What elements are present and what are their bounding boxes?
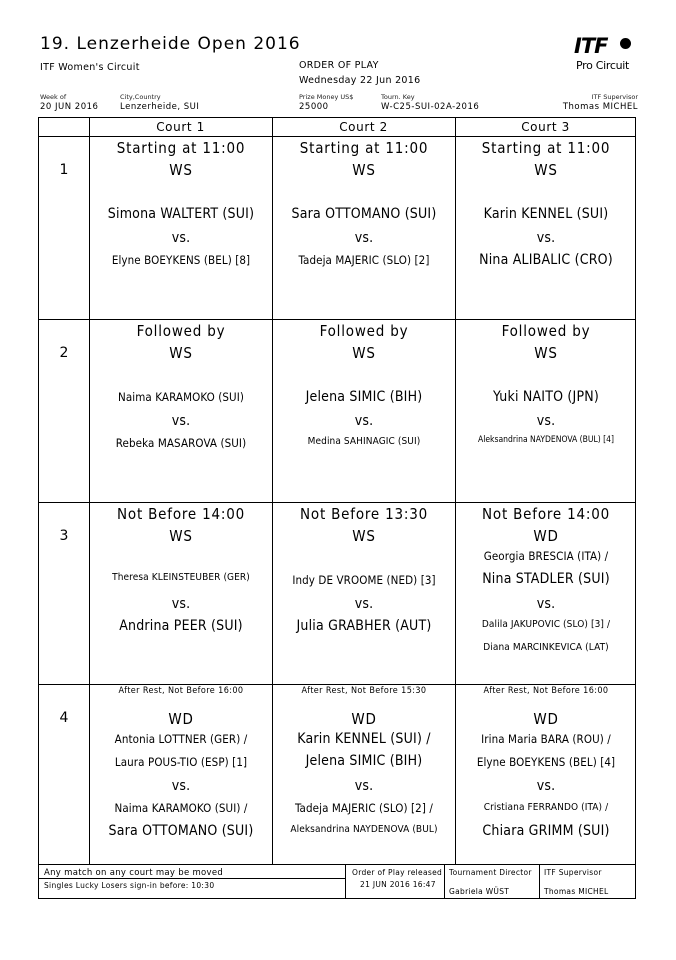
logo-pro-circuit-text: Pro Circuit — [576, 59, 630, 72]
itf-pro-circuit-logo — [572, 34, 642, 78]
player-1: Karin KENNEL (SUI) — [483, 206, 609, 222]
row-number: 4 — [59, 710, 69, 726]
team-2-player-b: Aleksandrina NAYDENOVA (BUL) — [290, 824, 438, 835]
player-2: Julia GRABHER (AUT) — [296, 618, 432, 634]
player-2: Nina ALIBALIC (CRO) — [479, 252, 613, 268]
event-type: WD — [351, 710, 377, 728]
footer-table — [38, 865, 636, 899]
match-cell — [456, 137, 636, 319]
event-type: WD — [533, 527, 559, 545]
team-2-player-a: Tadeja MAJERIC (SLO) [2] / — [295, 801, 433, 815]
team-1-player-b: Laura POUS-TIO (ESP) [1] — [114, 755, 248, 769]
prize-value: 25000 — [299, 102, 329, 112]
match-cell — [273, 503, 455, 684]
player-1: Naima KARAMOKO (SUI) — [117, 390, 245, 404]
match-cell — [273, 685, 455, 865]
event-type: WS — [534, 161, 558, 179]
itf-supervisor-label: ITF Supervisor — [544, 868, 602, 877]
match-cell — [273, 320, 455, 502]
match-cell — [90, 320, 272, 502]
match-cell — [90, 137, 272, 319]
event-type: WD — [168, 710, 194, 728]
match-cell — [456, 685, 636, 865]
versus: vs. — [354, 596, 374, 612]
start-time: Followed by — [136, 322, 226, 340]
team-1-player-a: Georgia BRESCIA (ITA) / — [483, 549, 609, 563]
order-of-play-grid — [38, 117, 636, 865]
itf-supervisor-cell — [539, 865, 636, 899]
match-cell — [456, 503, 636, 684]
court-1-header: Court 1 — [156, 120, 205, 134]
circuit-name: ITF Women's Circuit — [40, 62, 140, 73]
start-time: Starting at 11:00 — [299, 139, 429, 157]
courts-moved-note: Any match on any court may be moved — [44, 868, 224, 878]
event-type: WS — [352, 527, 376, 545]
player-2: Medina SAHINAGIC (SUI) — [307, 436, 421, 447]
team-1-player-a: Irina Maria BARA (ROU) / — [481, 732, 611, 746]
order-of-play-heading: ORDER OF PLAY — [299, 60, 379, 71]
versus: vs. — [171, 778, 191, 794]
team-2-player-b: Sara OTTOMANO (SUI) — [108, 823, 254, 839]
team-2-player-b: Diana MARCINKEVICA (LAT) — [483, 642, 609, 653]
start-time: Not Before 14:00 — [117, 505, 245, 523]
versus: vs. — [354, 778, 374, 794]
prize-label: Prize Money US$ — [299, 93, 354, 101]
versus: vs. — [536, 596, 556, 612]
schedule-note: After Rest, Not Before 15:30 — [301, 686, 427, 696]
player-2: Elyne BOEYKENS (BEL) [8] — [111, 253, 251, 267]
team-1-player-b: Jelena SIMIC (BIH) — [305, 753, 423, 769]
tourn-key-value: W-C25-SUI-02A-2016 — [381, 102, 480, 112]
match-cell — [90, 685, 272, 865]
event-type: WS — [534, 344, 558, 362]
team-2-player-a: Dalila JAKUPOVIC (SLO) [3] / — [481, 619, 611, 630]
player-2: Andrina PEER (SUI) — [119, 618, 243, 634]
city-label: City,Country — [120, 93, 161, 101]
versus: vs. — [171, 230, 191, 246]
supervisor-value: Thomas MICHEL — [562, 102, 638, 112]
row-number: 2 — [59, 345, 69, 361]
court-3-header: Court 3 — [521, 120, 570, 134]
team-2-player-a: Naima KARAMOKO (SUI) / — [114, 801, 248, 815]
event-type: WS — [352, 344, 376, 362]
event-type: WS — [169, 161, 193, 179]
versus: vs. — [171, 596, 191, 612]
team-2-player-b: Chiara GRIMM (SUI) — [482, 823, 610, 839]
event-type: WS — [352, 161, 376, 179]
versus: vs. — [536, 778, 556, 794]
team-1-player-b: Elyne BOEYKENS (BEL) [4] — [476, 755, 616, 769]
released-value: 21 JUN 2016 16:47 — [360, 880, 436, 889]
director-cell — [444, 865, 540, 899]
tournament-title: 19. Lenzerheide Open 2016 — [40, 34, 301, 54]
released-label: Order of Play released — [352, 868, 443, 877]
player-1: Sara OTTOMANO (SUI) — [291, 206, 437, 222]
event-type: WS — [169, 527, 193, 545]
versus: vs. — [536, 413, 556, 429]
play-date: Wednesday 22 Jun 2016 — [299, 75, 421, 86]
player-1: Theresa KLEINSTEUBER (GER) — [112, 572, 250, 583]
footer-notes-cell — [38, 865, 346, 899]
week-value: 20 JUN 2016 — [40, 102, 99, 112]
player-1: Indy DE VROOME (NED) [3] — [292, 573, 436, 587]
court-2-header: Court 2 — [339, 120, 388, 134]
schedule-note: After Rest, Not Before 16:00 — [483, 686, 609, 696]
start-time: Starting at 11:00 — [116, 139, 246, 157]
player-1: Yuki NAITO (JPN) — [493, 389, 599, 405]
match-cell — [273, 137, 455, 319]
logo-itf-text: ITF — [574, 34, 608, 58]
start-time: Followed by — [501, 322, 591, 340]
team-1-player-b: Nina STADLER (SUI) — [482, 571, 610, 587]
player-1: Jelena SIMIC (BIH) — [305, 389, 423, 405]
match-cell — [90, 503, 272, 684]
tennis-ball-icon — [620, 38, 631, 49]
tourn-key-label: Tourn. Key — [381, 93, 415, 101]
player-2: Aleksandrina NAYDENOVA (BUL) [4] — [477, 435, 615, 445]
week-label: Week of — [40, 93, 67, 101]
lucky-losers-note: Singles Lucky Losers sign-in before: 10:30 — [44, 881, 215, 890]
team-1-player-a: Antonia LOTTNER (GER) / — [114, 732, 248, 746]
event-type: WD — [533, 710, 559, 728]
player-2: Rebeka MASAROVA (SUI) — [115, 436, 247, 450]
row-number: 1 — [59, 162, 69, 178]
team-2-player-a: Cristiana FERRANDO (ITA) / — [483, 802, 609, 813]
schedule-note: After Rest, Not Before 16:00 — [118, 686, 244, 696]
director-value: Gabriela WÜST — [449, 887, 510, 896]
team-1-player-a: Karin KENNEL (SUI) / — [297, 731, 431, 747]
supervisor-label: ITF Supervisor — [591, 93, 638, 101]
start-time: Not Before 13:30 — [300, 505, 428, 523]
player-1: Simona WALTERT (SUI) — [107, 206, 255, 222]
start-time: Followed by — [319, 322, 409, 340]
start-time: Not Before 14:00 — [482, 505, 610, 523]
player-2: Tadeja MAJERIC (SLO) [2] — [298, 253, 430, 267]
versus: vs. — [171, 413, 191, 429]
match-cell — [456, 320, 636, 502]
itf-supervisor-value: Thomas MICHEL — [544, 887, 609, 896]
versus: vs. — [354, 413, 374, 429]
city-value: Lenzerheide, SUI — [120, 102, 200, 112]
row-number: 3 — [59, 528, 69, 544]
versus: vs. — [354, 230, 374, 246]
released-cell — [345, 865, 445, 899]
versus: vs. — [536, 230, 556, 246]
director-label: Tournament Director — [449, 868, 532, 877]
start-time: Starting at 11:00 — [481, 139, 611, 157]
event-type: WS — [169, 344, 193, 362]
